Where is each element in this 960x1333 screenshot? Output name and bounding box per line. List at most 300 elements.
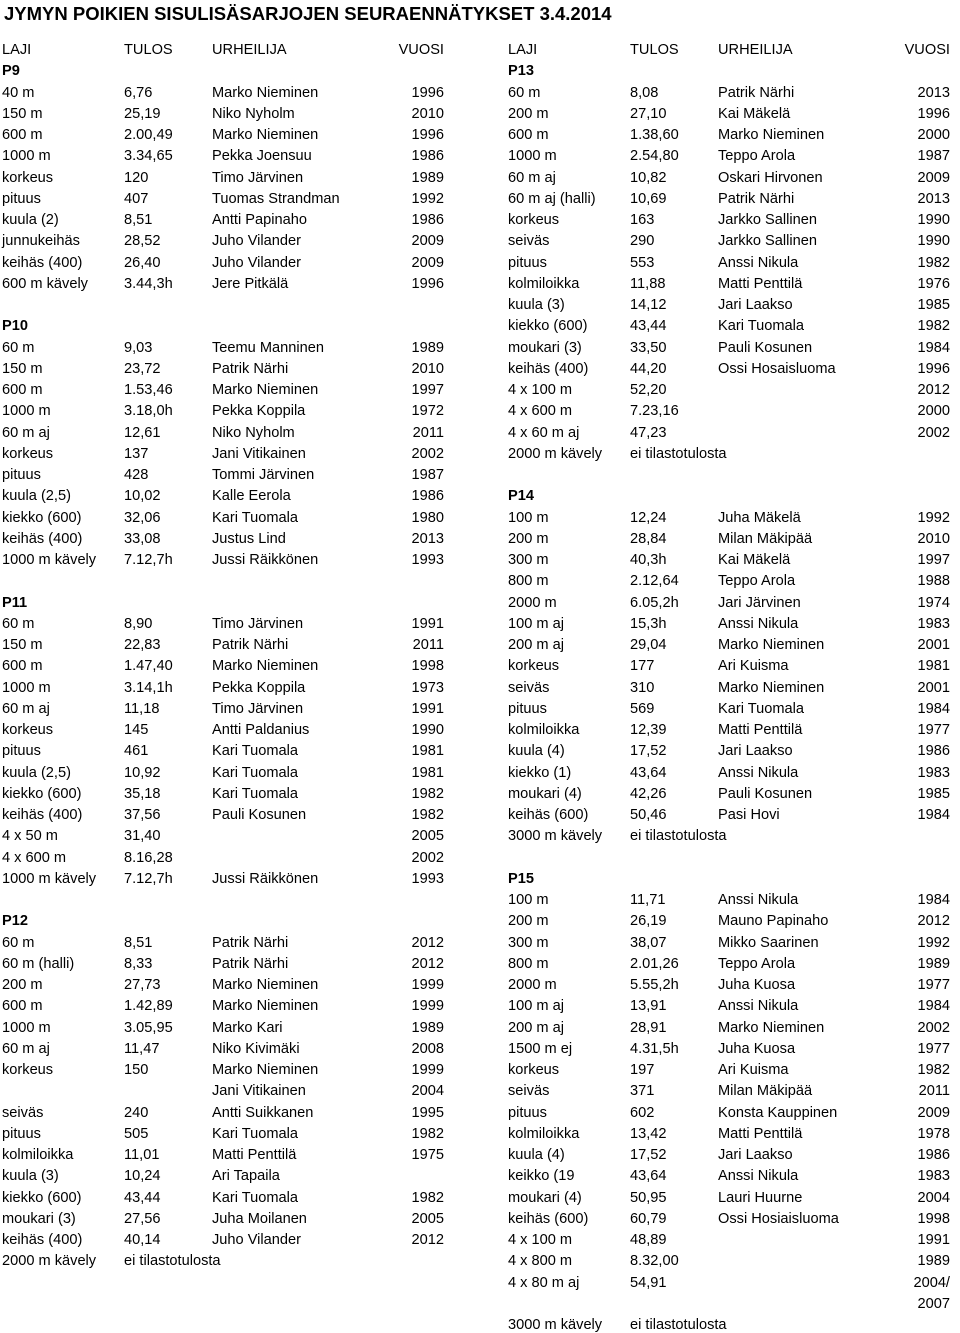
event-cell: keihäs (400) (2, 254, 83, 271)
event-cell: 100 m (508, 509, 549, 526)
result-cell: 25,19 (124, 105, 161, 122)
athlete-cell: Antti Papinaho (212, 212, 307, 228)
event-cell: kolmiloikka (508, 1125, 580, 1142)
year-cell: 1996 (917, 360, 950, 377)
record-row (2, 486, 462, 507)
result-cell: 10,69 (630, 190, 667, 207)
record-row (508, 1039, 958, 1060)
record-row (2, 933, 462, 954)
event-cell: 4 x 60 m aj (508, 424, 580, 441)
event-cell: 2000 m kävely (508, 445, 603, 462)
result-cell: 505 (124, 1125, 149, 1142)
year-cell: 1988 (917, 573, 950, 590)
event-cell: 60 m aj (2, 424, 50, 441)
event-cell: moukari (3) (2, 1210, 76, 1227)
result-cell: 6,76 (124, 84, 153, 101)
year-cell: 1982 (411, 1125, 444, 1142)
record-row (508, 1124, 958, 1145)
athlete-cell: Marko Nieminen (212, 998, 319, 1015)
result-cell: 17,52 (630, 743, 667, 760)
result-cell: 17,52 (630, 1147, 667, 1163)
year-cell: 1998 (917, 1210, 950, 1227)
record-row (508, 741, 958, 762)
record-row (508, 954, 958, 975)
age-group-label: P11 (2, 594, 28, 611)
athlete-cell: Teppo Arola (718, 955, 796, 972)
year-cell: 2010 (917, 530, 950, 547)
athlete-cell: Marko Nieminen (718, 637, 825, 653)
event-cell: pituus (508, 1104, 547, 1121)
year-cell: 1991 (917, 1232, 950, 1248)
event-cell: 600 m (2, 998, 43, 1015)
record-row (508, 996, 958, 1017)
record-row (508, 423, 958, 444)
event-cell: 150 m (2, 105, 43, 122)
event-cell: 4 x 100 m (508, 382, 573, 398)
athlete-cell: Marko Nieminen (212, 127, 319, 143)
result-cell: 10,24 (124, 1168, 161, 1185)
record-row (2, 1124, 462, 1145)
year-cell: 1982 (917, 318, 950, 335)
athlete-cell: Teemu Manninen (212, 339, 324, 356)
athlete-cell: Pekka Koppila (212, 679, 306, 696)
event-cell: 200 m aj (508, 1019, 564, 1036)
result-cell: 1.53,46 (124, 382, 173, 398)
result-cell: 8,51 (124, 934, 153, 951)
year-cell: 2013 (411, 530, 444, 547)
age-group-label: P12 (2, 913, 28, 930)
result-cell: 15,3h (630, 615, 667, 632)
record-row (508, 805, 958, 826)
result-cell: 137 (124, 445, 149, 462)
event-cell: seiväs (2, 1104, 44, 1121)
year-cell: 1992 (917, 934, 950, 951)
year-cell: 1983 (917, 1168, 950, 1185)
records-list-left (2, 61, 462, 1272)
athlete-cell: Jarkko Sallinen (718, 212, 817, 228)
record-row (2, 826, 462, 847)
event-cell: 800 m (508, 955, 549, 972)
record-row (2, 1251, 462, 1272)
athlete-cell: Ari Tapaila (212, 1168, 280, 1185)
athlete-cell: Kari Tuomala (718, 700, 804, 717)
result-cell: 54,91 (630, 1274, 667, 1291)
header-urheilija: URHEILIJA (212, 42, 287, 58)
athlete-cell: Juha Mäkelä (718, 509, 801, 526)
result-cell: 43,44 (124, 1189, 161, 1206)
record-row (508, 316, 958, 337)
result-cell: 290 (630, 233, 655, 250)
record-row (2, 189, 462, 210)
header-urheilija: URHEILIJA (718, 42, 793, 58)
year-cell: 1974 (917, 594, 950, 611)
event-cell: 600 m kävely (2, 275, 88, 292)
event-cell: 1000 m (2, 679, 51, 696)
year-cell: 1989 (411, 339, 444, 356)
result-cell: 43,64 (630, 1168, 667, 1185)
event-cell: korkeus (508, 658, 560, 675)
athlete-cell: Pauli Kosunen (718, 339, 813, 356)
result-cell: 553 (630, 254, 655, 271)
record-row (2, 1145, 462, 1166)
year-cell: 1998 (411, 658, 444, 675)
event-cell: kuula (2,5) (2, 488, 71, 505)
year-cell: 2012 (411, 1232, 444, 1248)
record-row (2, 550, 462, 571)
event-cell: 200 m (508, 105, 549, 122)
result-cell: 28,91 (630, 1019, 667, 1036)
year-cell: 1986 (411, 488, 444, 505)
year-cell: 2004/ 2007 (913, 1274, 950, 1312)
athlete-cell: Patrik Närhi (212, 637, 289, 653)
record-row (508, 401, 958, 422)
year-cell: 1975 (411, 1147, 444, 1163)
year-cell: 1986 (411, 148, 444, 165)
event-cell: pituus (508, 700, 547, 717)
result-cell: 120 (124, 169, 149, 186)
event-cell: kiekko (600) (508, 318, 588, 335)
result-cell: ei tilastotulosta (630, 1317, 727, 1333)
year-cell: 1987 (917, 148, 950, 165)
record-row (508, 614, 958, 635)
year-cell: 1989 (917, 1253, 950, 1270)
section-heading (2, 593, 462, 614)
event-cell: 1000 m (2, 403, 51, 420)
event-cell: 40 m (2, 84, 35, 101)
athlete-cell: Matti Penttilä (718, 722, 803, 738)
athlete-cell: Ossi Hosaisluoma (718, 360, 836, 377)
athlete-cell: Mikko Saarinen (718, 934, 819, 951)
year-cell: 1977 (917, 1040, 950, 1057)
year-cell: 1992 (411, 190, 444, 207)
year-cell: 1987 (411, 467, 444, 483)
record-row (2, 125, 462, 146)
record-row (2, 465, 462, 486)
event-cell: pituus (2, 190, 41, 207)
record-row (508, 933, 958, 954)
event-cell: moukari (3) (508, 339, 582, 356)
athlete-cell: Niko Kivimäki (212, 1040, 300, 1057)
event-cell: 200 m (508, 913, 549, 930)
event-cell: 60 m (2, 615, 35, 632)
event-cell: kiekko (600) (2, 509, 82, 526)
athlete-cell: Marko Nieminen (212, 977, 319, 993)
year-cell: 1991 (411, 615, 444, 632)
age-group-label: P10 (2, 318, 28, 335)
year-cell: 1977 (917, 977, 950, 993)
result-cell: 2.54,80 (630, 148, 679, 165)
athlete-cell: Patrik Närhi (212, 955, 289, 972)
year-cell: 2002 (411, 849, 444, 866)
record-row (508, 1188, 958, 1209)
section-heading (2, 61, 462, 82)
event-cell: 150 m (2, 637, 43, 653)
record-row (508, 338, 958, 359)
result-cell: 12,24 (630, 509, 667, 526)
athlete-cell: Ari Kuisma (718, 658, 789, 675)
record-row (2, 104, 462, 125)
result-cell: 13,91 (630, 998, 667, 1015)
year-cell: 1989 (917, 955, 950, 972)
athlete-cell: Kari Tuomala (212, 785, 298, 802)
record-row (508, 890, 958, 911)
record-row (2, 1230, 462, 1251)
year-cell: 1983 (917, 615, 950, 632)
event-cell: 300 m (508, 552, 549, 568)
result-cell: 9,03 (124, 339, 153, 356)
year-cell: 1984 (917, 700, 950, 717)
result-cell: 602 (630, 1104, 655, 1121)
result-cell: 8.16,28 (124, 849, 173, 866)
record-row (508, 189, 958, 210)
section-heading (508, 486, 958, 507)
result-cell: 8,90 (124, 615, 153, 632)
athlete-cell: Patrik Närhi (212, 360, 289, 377)
result-cell: 10,02 (124, 488, 161, 505)
athlete-cell: Tommi Järvinen (212, 467, 315, 483)
year-cell: 1978 (917, 1125, 950, 1142)
year-cell: 1990 (411, 722, 444, 738)
result-cell: 40,14 (124, 1232, 161, 1248)
athlete-cell: Teppo Arola (718, 148, 796, 165)
event-cell: kuula (3) (2, 1168, 59, 1185)
record-row (2, 253, 462, 274)
event-cell: kolmiloikka (508, 722, 580, 738)
result-cell: 3.34,65 (124, 148, 173, 165)
record-row (508, 1018, 958, 1039)
record-row (508, 444, 958, 465)
athlete-cell: Jani Vitikainen (212, 445, 306, 462)
result-cell: 2.00,49 (124, 127, 173, 143)
year-cell: 1997 (917, 552, 950, 568)
result-cell: 35,18 (124, 785, 161, 802)
athlete-cell: Antti Suikkanen (212, 1104, 314, 1121)
athlete-cell: Konsta Kauppinen (718, 1104, 838, 1121)
year-cell: 1984 (917, 892, 950, 908)
record-row (2, 423, 462, 444)
athlete-cell: Kai Mäkelä (718, 105, 791, 122)
year-cell: 1990 (917, 212, 950, 228)
result-cell: 3.44,3h (124, 275, 173, 292)
athlete-cell: Jussi Räikkönen (212, 552, 319, 568)
athlete-cell: Jari Laakso (718, 297, 793, 313)
result-cell: 42,26 (630, 785, 667, 802)
header-laji: LAJI (508, 42, 538, 58)
year-cell: 1980 (411, 509, 444, 526)
record-row (2, 338, 462, 359)
event-cell: 100 m (508, 892, 549, 908)
athlete-cell: Anssi Nikula (718, 615, 799, 632)
result-cell: 3.18,0h (124, 403, 173, 420)
event-cell: korkeus (508, 212, 560, 228)
record-row (2, 741, 462, 762)
year-cell: 1993 (411, 552, 444, 568)
result-cell: 5.55,2h (630, 977, 679, 993)
result-cell: 48,89 (630, 1232, 667, 1248)
event-cell: keihäs (600) (508, 1210, 589, 1227)
year-cell: 1995 (411, 1104, 444, 1121)
result-cell: 145 (124, 722, 149, 738)
event-cell: 60 m (508, 84, 541, 101)
record-row (2, 444, 462, 465)
result-cell: 197 (630, 1062, 655, 1078)
record-row (2, 210, 462, 231)
record-row (508, 168, 958, 189)
record-row (508, 656, 958, 677)
section-heading (508, 61, 958, 82)
year-cell: 1986 (411, 212, 444, 228)
year-cell: 2002 (917, 1019, 950, 1036)
event-cell: korkeus (2, 445, 54, 462)
year-cell: 2001 (917, 679, 950, 696)
event-cell: 60 m aj (2, 700, 50, 717)
record-row (508, 1103, 958, 1124)
table-header (508, 40, 958, 61)
year-cell: 1981 (411, 743, 444, 760)
event-cell: keihäs (400) (508, 360, 589, 377)
event-cell: 1000 m (2, 148, 51, 165)
result-cell: 11,71 (630, 892, 666, 908)
event-cell: 150 m (2, 360, 43, 377)
record-row (508, 231, 958, 252)
result-cell: 461 (124, 743, 149, 760)
year-cell: 1985 (917, 297, 950, 313)
result-cell: 8,33 (124, 955, 153, 972)
record-row (2, 83, 462, 104)
spacer-row (508, 465, 958, 486)
result-cell: 1.47,40 (124, 658, 173, 675)
year-cell: 1996 (917, 105, 950, 122)
event-cell: pituus (2, 1125, 41, 1142)
year-cell: 1981 (917, 658, 950, 675)
record-row (2, 678, 462, 699)
result-cell: 60,79 (630, 1210, 667, 1227)
athlete-cell: Oskari Hirvonen (718, 169, 823, 186)
section-heading (2, 316, 462, 337)
athlete-cell: Marko Nieminen (212, 658, 319, 675)
result-cell: 407 (124, 190, 149, 207)
record-row (2, 168, 462, 189)
event-cell: 1500 m ej (508, 1040, 573, 1057)
record-row (508, 210, 958, 231)
athlete-cell: Jere Pitkälä (212, 275, 289, 292)
record-row (508, 359, 958, 380)
year-cell: 1990 (917, 233, 950, 250)
event-cell: korkeus (508, 1062, 560, 1078)
event-cell: kiekko (600) (2, 785, 82, 802)
year-cell: 1984 (917, 807, 950, 823)
record-row (2, 1018, 462, 1039)
year-cell: 2009 (917, 169, 950, 186)
athlete-cell: Anssi Nikula (718, 892, 799, 908)
record-row (2, 848, 462, 869)
result-cell: 2.01,26 (630, 955, 679, 972)
result-cell: 10,92 (124, 764, 161, 781)
athlete-cell: Niko Nyholm (212, 105, 295, 122)
athlete-cell: Juho Vilander (212, 233, 301, 250)
result-cell: 7.12,7h (124, 552, 173, 568)
year-cell: 2000 (917, 403, 950, 420)
event-cell: 300 m (508, 934, 549, 951)
header-tulos: TULOS (630, 42, 679, 58)
event-cell: 2000 m (508, 977, 557, 993)
year-cell: 2012 (411, 955, 444, 972)
athlete-cell: Mauno Papinaho (718, 913, 829, 930)
result-cell: 26,19 (630, 913, 667, 930)
athlete-cell: Kari Tuomala (212, 1189, 298, 1206)
year-cell: 2012 (411, 934, 444, 951)
result-cell: 8,08 (630, 84, 659, 101)
athlete-cell: Pauli Kosunen (718, 785, 813, 802)
result-cell: 33,08 (124, 530, 161, 547)
year-cell: 2009 (411, 233, 444, 250)
event-cell: 2000 m kävely (2, 1253, 97, 1270)
year-cell: 1982 (411, 1189, 444, 1206)
records-column-left (2, 40, 462, 1273)
header-tulos: TULOS (124, 42, 173, 58)
record-row (2, 529, 462, 550)
athlete-cell: Juho Vilander (212, 1232, 301, 1248)
event-cell: moukari (4) (508, 1189, 582, 1206)
event-cell: keihäs (400) (2, 1232, 83, 1248)
year-cell: 1993 (411, 870, 444, 887)
record-row (508, 784, 958, 805)
result-cell: 12,39 (630, 722, 667, 738)
event-cell: pituus (2, 743, 41, 760)
year-cell: 1982 (411, 807, 444, 823)
event-cell: keihäs (400) (2, 530, 83, 547)
record-row (508, 571, 958, 592)
record-row (2, 401, 462, 422)
record-row (508, 1209, 958, 1230)
record-row (508, 826, 958, 847)
result-cell: 23,72 (124, 360, 161, 377)
event-cell: kiekko (600) (2, 1189, 82, 1206)
result-cell: 10,82 (630, 169, 667, 186)
event-cell: 60 m (halli) (2, 955, 75, 972)
event-cell: 60 m (2, 339, 35, 356)
record-row (2, 975, 462, 996)
year-cell: 1982 (917, 254, 950, 271)
records-column-right (508, 40, 958, 1333)
year-cell: 1981 (411, 764, 444, 781)
event-cell: 4 x 100 m (508, 1232, 573, 1248)
event-cell: 1000 m (2, 1019, 51, 1036)
record-row (508, 635, 958, 656)
athlete-cell: Juha Kuosa (718, 1040, 796, 1057)
event-cell: pituus (2, 467, 41, 483)
result-cell: 22,83 (124, 637, 161, 653)
athlete-cell: Milan Mäkipää (718, 530, 813, 547)
spacer-row (2, 890, 462, 911)
event-cell: kuula (3) (508, 297, 565, 313)
athlete-cell: Anssi Nikula (718, 998, 799, 1015)
record-row (508, 380, 958, 401)
result-cell: 7.23,16 (630, 403, 679, 420)
event-cell: moukari (4) (508, 785, 582, 802)
event-cell: 1000 m kävely (2, 870, 97, 887)
record-row (508, 911, 958, 932)
athlete-cell: Milan Mäkipää (718, 1083, 813, 1100)
event-cell: 1000 m kävely (2, 552, 97, 568)
header-laji: LAJI (2, 42, 32, 58)
event-cell: 200 m aj (508, 637, 564, 653)
event-cell: korkeus (2, 169, 54, 186)
year-cell: 2008 (411, 1040, 444, 1057)
athlete-cell: Anssi Nikula (718, 254, 799, 271)
result-cell: 11,47 (124, 1040, 160, 1057)
athlete-cell: Timo Järvinen (212, 615, 304, 632)
